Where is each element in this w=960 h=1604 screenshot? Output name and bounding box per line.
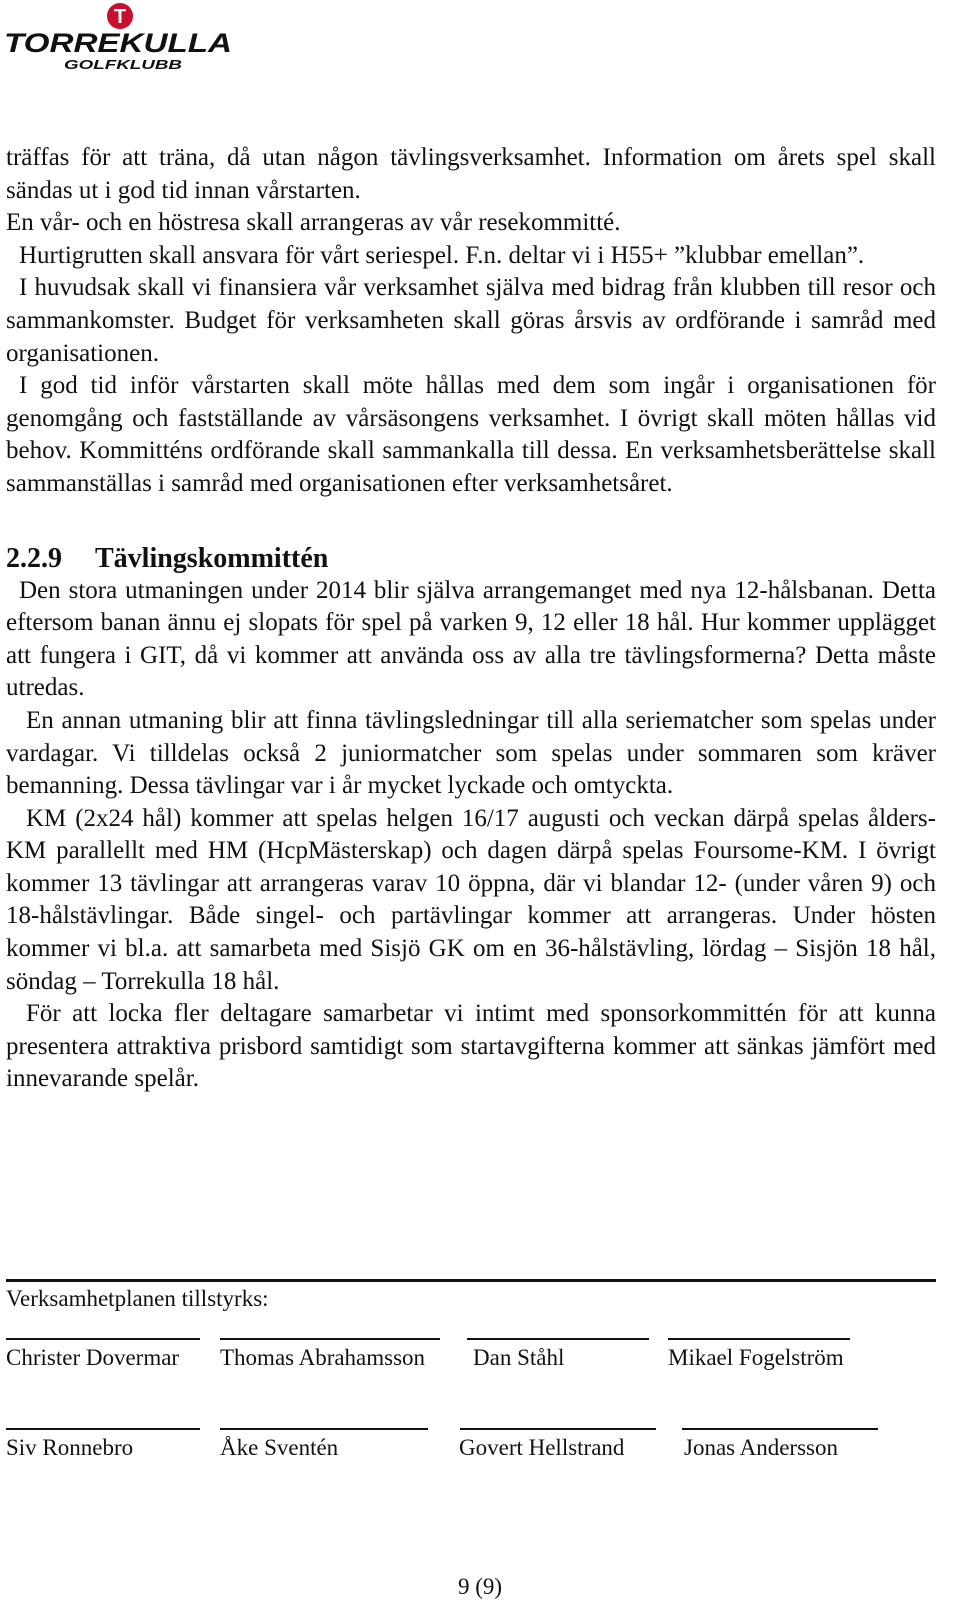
document-body <box>6 142 936 1096</box>
paragraph: I huvudsak skall vi finansiera vår verksamhet själva med bidrag från klubben till resor och sammankomster. Budget för verksamheten skall göras årsvis av ordförande i samråd med organisationen. <box>6 274 936 367</box>
signature-line <box>220 1428 428 1430</box>
signatory-name: Govert Hellstrand <box>459 1435 625 1460</box>
signature-line <box>6 1428 200 1430</box>
signatory-name: Siv Ronnebro <box>6 1435 134 1460</box>
paragraph: För att locka fler deltagare samarbetar vi intimt med sponsorkommittén för att kunna presentera attraktiva prisbord samtidigt som startavgifterna kommer att sänkas jämfört med innevarande spelår. <box>6 1000 936 1093</box>
section-number: 2.2.9 <box>6 542 62 574</box>
signatory-name: Jonas Andersson <box>684 1435 838 1460</box>
signature-line <box>220 1338 440 1340</box>
signatory-name: Mikael Fogelström <box>668 1345 844 1370</box>
section-heading <box>6 543 936 575</box>
signatory-name: Thomas Abrahamsson <box>220 1345 426 1370</box>
logo-name: TORREKULLA <box>4 28 232 58</box>
signatory-name: Åke Sventén <box>220 1435 339 1460</box>
paragraph: Hurtigrutten skall ansvara för vårt seriespel. F.n. deltar vi i H55+ ”klubbar emellan”. <box>19 241 865 269</box>
signature-line <box>467 1338 649 1340</box>
paragraph: En vår- och en höstresa skall arrangeras av vår resekommitté. <box>6 209 621 237</box>
section-title: Tävlingskommittén <box>95 542 329 574</box>
logo-letter: T <box>113 6 127 28</box>
paragraph: I god tid inför vårstarten skall möte hållas med dem som ingår i organisationen för genomgång och fastställande av vårsäsongens verksamhet. I övrigt skall möten hållas vid behov. Kommitténs ordförande skall sammankalla till dessa. En verksamhetsberättelse skall sammanställas i samråd med organisationen efter verksamhetsåret. <box>6 372 936 497</box>
page-number: 9 (9) <box>457 1574 503 1599</box>
signatory-name: Christer Dovermar <box>6 1345 180 1370</box>
paragraph: KM (2x24 hål) kommer att spelas helgen 16/17 augusti och veckan därpå spelas ålders-KM parallellt med HM (HcpMästerskap) och dagen därpå spelas Foursome-KM. I övrigt kommer 13 tävlingar att arrangeras varav 10 öppna, där vi blandar 12- (under våren 9) och 18-hålstävlingar. Både singel- och partävlingar kommer att arrangeras. Under hösten kommer vi bl.a. att samarbeta med Sisjö GK om en 36-hålstävling, lördag – Sisjön 18 hål, söndag – Torrekulla 18 hål. <box>6 804 936 995</box>
approval-label: Verksamhetplanen tillstyrks: <box>6 1286 269 1311</box>
paragraph: träffas för att träna, då utan någon tävlingsverksamhet. Information om årets spel skall sändas ut i god tid innan vårstarten. <box>6 144 936 204</box>
paragraph: En annan utmaning blir att finna tävlingsledningar till alla seriematcher som spelas under vardagar. Vi tilldelas också 2 juniormatcher som spelas under sommaren som kräver bemanning. Dessa tävlingar var i år mycket lyckade och omtyckta. <box>6 706 936 800</box>
club-logo <box>0 0 240 80</box>
signature-line <box>6 1338 200 1340</box>
signature-line <box>668 1338 850 1340</box>
divider <box>6 1279 936 1282</box>
logo-subtitle: GOLFKLUBB <box>64 57 182 72</box>
signature-line <box>460 1428 656 1430</box>
paragraph: Den stora utmaningen under 2014 blir själva arrangemanget med nya 12-hålsbanan. Detta eftersom banan ännu ej slopats för spel på varken 9, 12 eller 18 hål. Hur kommer upplägget att fungera i GIT, då vi kommer att använda oss av alla tre tävlingsformerna? Detta måste utredas. <box>6 576 936 702</box>
signatory-name: Dan Ståhl <box>473 1345 565 1370</box>
signature-line <box>682 1428 878 1430</box>
